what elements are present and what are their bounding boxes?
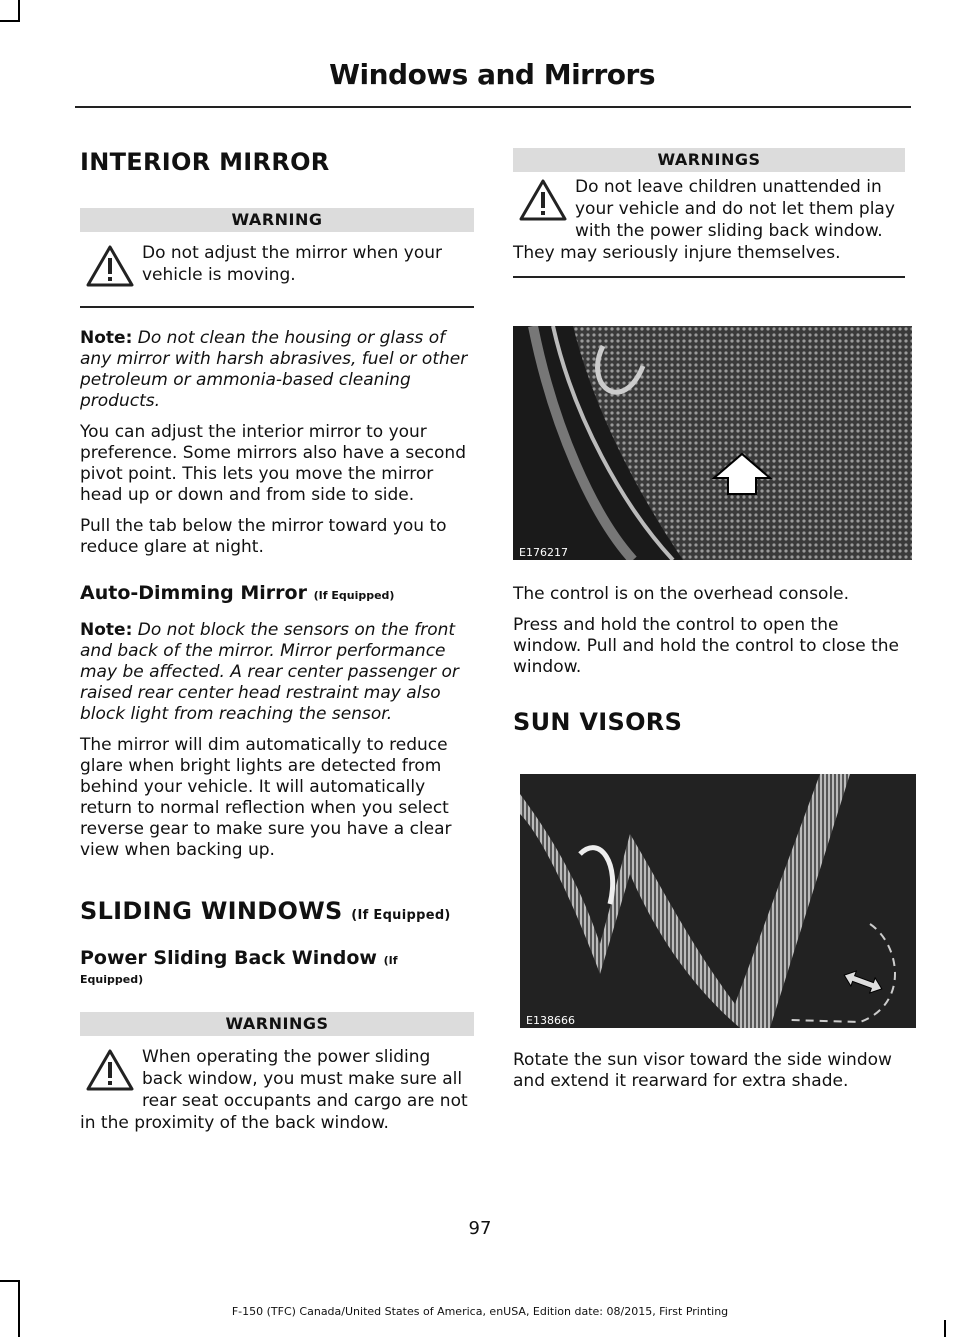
- body-paragraph: Pull the tab below the mirror toward you to reduce glare at night.: [80, 516, 447, 557]
- warning-triangle-icon: [86, 244, 134, 288]
- page-number: 97: [468, 1218, 492, 1239]
- note-label: Note:: [80, 328, 133, 348]
- warning-box-children: [513, 148, 905, 278]
- figure-sun-visor: [520, 774, 916, 1028]
- if-equipped-tag: (If: [383, 954, 398, 967]
- crop-mark: [0, 20, 20, 22]
- right-column: [513, 140, 905, 1092]
- warning-body: [513, 172, 905, 278]
- warning-triangle-icon: [519, 178, 567, 222]
- crop-mark: [944, 1320, 946, 1337]
- crop-mark: [0, 1280, 20, 1282]
- if-equipped-tag: Equipped): [80, 973, 144, 986]
- body-paragraph: You can adjust the interior mirror to your preference. Some mirrors also have a second pivot point. This lets you move the mirror head up or down and from side to side.: [80, 422, 466, 505]
- subsection-heading-power-sliding: [80, 947, 474, 969]
- note-text: Do not block the sensors on the front and back of the mirror. Mirror performance may be affected. A rear center passenger or raised rear center head restraint may also block light from reaching the sensor.: [80, 620, 459, 724]
- subsection-heading-auto-dimming: [80, 582, 474, 604]
- warning-triangle-icon: [86, 1048, 134, 1092]
- body-paragraph: The mirror will dim automatically to reduce glare when bright lights are detected from behind your vehicle. It will automatically return to normal reflection when you select reverse gear to make sure you have a clear view when backing up.: [80, 735, 452, 860]
- crop-mark: [18, 0, 20, 22]
- if-equipped-tag: (If Equipped): [351, 908, 451, 923]
- note-paragraph: [80, 328, 474, 412]
- section-heading-interior-mirror: INTERIOR MIRROR: [80, 148, 330, 176]
- overhead-console-illustration: [513, 326, 912, 560]
- warning-title: WARNINGS: [513, 148, 905, 172]
- header-divider: [75, 106, 911, 108]
- note-label: Note:: [80, 620, 133, 640]
- heading-text: Auto-Dimming Mirror: [80, 582, 307, 604]
- warning-text: When operating the power sliding back window, you must make sure all rear seat occupants and cargo are not in the proximity of the back window.: [80, 1047, 468, 1133]
- note-paragraph: [80, 620, 474, 725]
- warning-box-sliding: [80, 1012, 474, 1146]
- figure-id: E138666: [526, 1014, 575, 1027]
- warning-text: Do not leave children unattended in your vehicle and do not let them play with the power sliding back window. They may seriously injure themselves.: [513, 177, 895, 263]
- sun-visor-illustration: [520, 774, 916, 1028]
- heading-text: Power Sliding Back Window: [80, 947, 377, 969]
- warning-box-mirror: [80, 208, 474, 308]
- warning-title: WARNING: [80, 208, 474, 232]
- body-paragraph: Press and hold the control to open the window. Pull and hold the control to close the window.: [513, 615, 899, 677]
- page-footer: F-150 (TFC) Canada/United States of America, enUSA, Edition date: 08/2015, First Printing: [231, 1305, 729, 1318]
- body-paragraph: The control is on the overhead console.: [513, 584, 850, 604]
- heading-text: SLIDING WINDOWS: [80, 897, 343, 925]
- if-equipped-tag: (If Equipped): [313, 589, 395, 602]
- left-column: [80, 140, 474, 1146]
- figure-overhead-control: [513, 326, 912, 560]
- warning-text: Do not adjust the mirror when your vehicle is moving.: [142, 243, 442, 285]
- warning-title: WARNINGS: [80, 1012, 474, 1036]
- warning-body: [80, 232, 474, 308]
- figure-id: E176217: [519, 546, 568, 559]
- page-header-title: Windows and Mirrors: [329, 58, 655, 91]
- body-paragraph: Rotate the sun visor toward the side window and extend it rearward for extra shade.: [513, 1050, 892, 1091]
- warning-body: [80, 1036, 474, 1146]
- note-text: Do not clean the housing or glass of any mirror with harsh abrasives, fuel or other petroleum or ammonia-based cleaning products.: [80, 328, 468, 411]
- section-heading-sun-visors: SUN VISORS: [513, 708, 683, 736]
- section-heading-sliding-windows: [80, 897, 474, 925]
